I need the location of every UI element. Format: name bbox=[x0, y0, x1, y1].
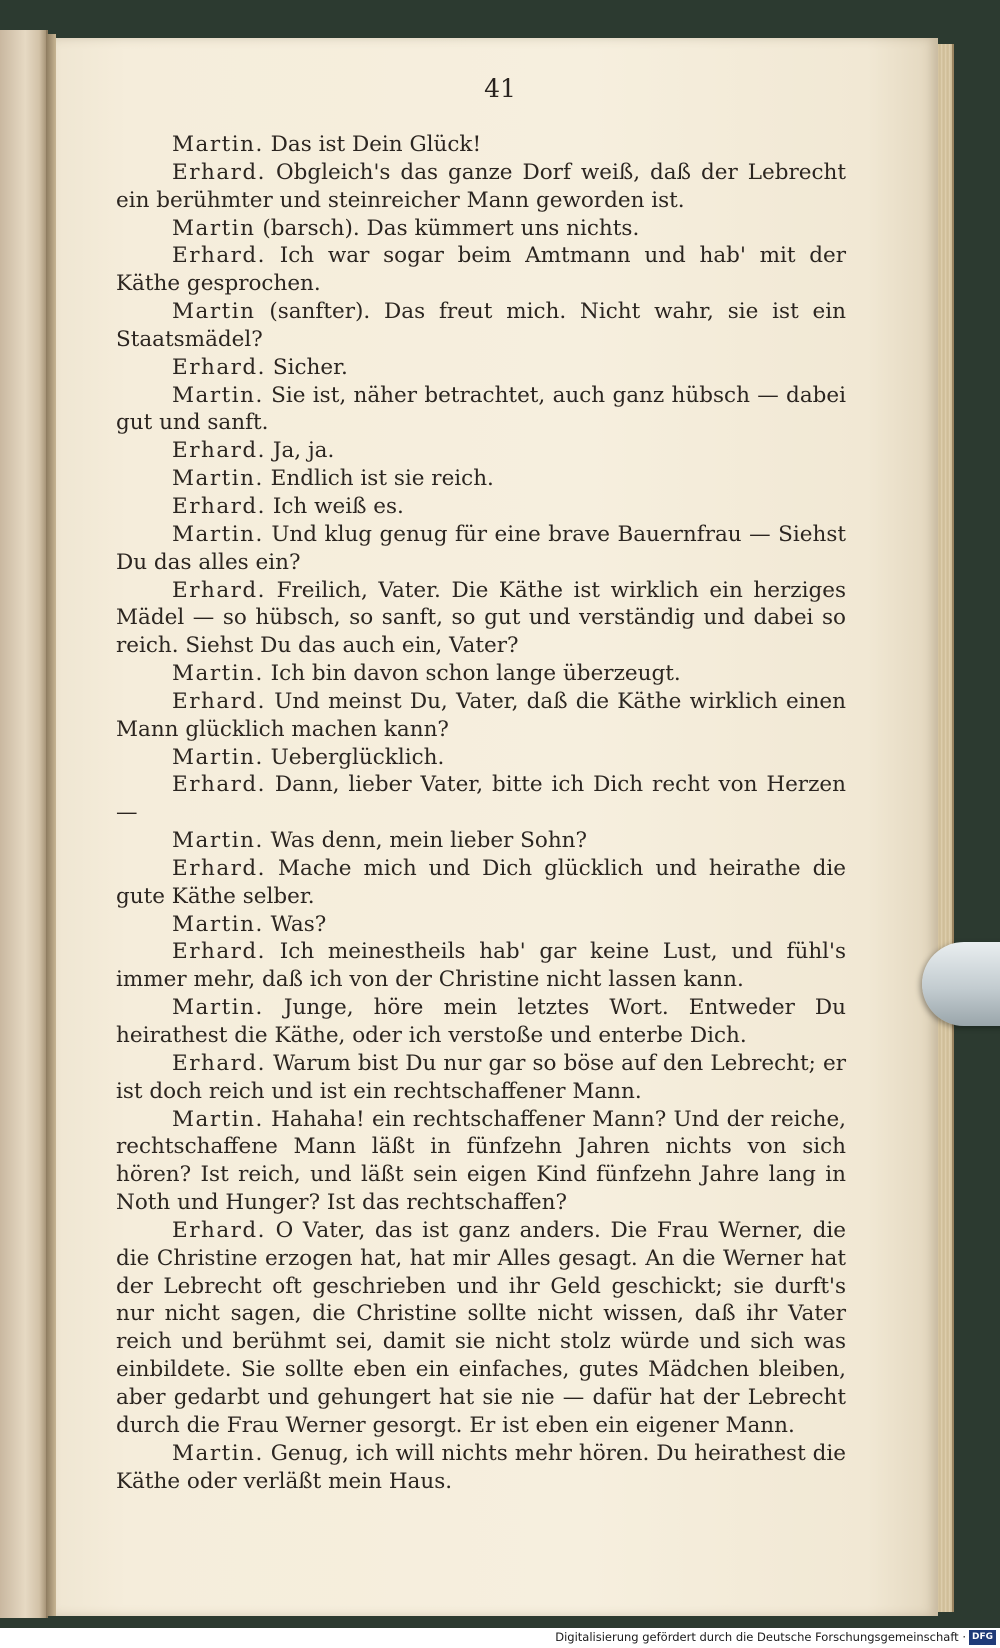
speaker-name: Erhard. bbox=[172, 1217, 267, 1243]
speaker-name: Martin. bbox=[172, 466, 264, 492]
speaker-name: Martin. bbox=[172, 382, 264, 408]
dialogue-line bbox=[116, 159, 846, 215]
dialogue-text: Dann, lieber Vater, bitte ich Dich recht von Herzen — bbox=[116, 772, 846, 826]
dialogue-line bbox=[116, 660, 846, 688]
speaker-name: Martin bbox=[172, 299, 256, 325]
left-page-edge bbox=[0, 30, 48, 1618]
speaker-name: Martin. bbox=[172, 911, 264, 937]
dialogue-line bbox=[116, 521, 846, 577]
dialogue-text: Ja, ja. bbox=[272, 438, 335, 464]
dialogue-line bbox=[116, 1106, 846, 1217]
dialogue-text: Ich meinestheils hab' gar keine Lust, und fühl's immer mehr, daß ich von der Christine nicht lassen kann. bbox=[116, 939, 846, 993]
dialogue-text: Ich weiß es. bbox=[272, 493, 404, 519]
page-text bbox=[116, 131, 846, 1495]
dialogue-line bbox=[116, 1050, 846, 1106]
dialogue-line bbox=[116, 771, 846, 827]
book-gutter bbox=[46, 34, 56, 1616]
dialogue-text: Endlich ist sie reich. bbox=[270, 466, 494, 492]
dialogue-line bbox=[116, 465, 846, 493]
page-number: 41 bbox=[484, 74, 516, 103]
dialogue-line bbox=[116, 382, 846, 438]
speaker-name: Erhard. bbox=[172, 1050, 267, 1076]
dialogue-line bbox=[116, 354, 846, 382]
dialogue-line bbox=[116, 1440, 846, 1496]
speaker-name: Erhard. bbox=[172, 493, 267, 519]
page-stack-edge bbox=[938, 44, 954, 1612]
speaker-name: Erhard. bbox=[172, 243, 267, 269]
dialogue-line bbox=[116, 994, 846, 1050]
speaker-name: Erhard. bbox=[172, 159, 267, 185]
speaker-name: Erhard. bbox=[172, 438, 267, 464]
footer-credit: Digitalisierung gefördert durch die Deutsche Forschungsgemeinschaft · bbox=[555, 1630, 966, 1644]
speaker-name: Martin. bbox=[172, 521, 264, 547]
dialogue-text: Das ist Dein Glück! bbox=[270, 132, 482, 157]
dialogue-line bbox=[116, 298, 846, 354]
speaker-name: Erhard. bbox=[172, 688, 267, 714]
speaker-name: Erhard. bbox=[172, 577, 267, 603]
dialogue-text: Ich bin davon schon lange überzeugt. bbox=[270, 661, 681, 687]
dialogue-text: Hahaha! ein rechtschaffener Mann? Und der reiche, rechtschaffene Mann läßt in fünfzehn Jahren nichts von sich hören? Ist reich, und läßt sein eigen Kind fünfzehn Jahre lang in Noth und Hunger? Ist das rechtschaffen? bbox=[116, 1106, 846, 1216]
dialogue-text: Was denn, mein lieber Sohn? bbox=[270, 828, 588, 854]
speaker-name: Erhard. bbox=[172, 855, 267, 881]
dialogue-line bbox=[116, 827, 846, 855]
dialogue-text: Ueberglücklich. bbox=[270, 744, 445, 770]
footer-bar bbox=[0, 1628, 1000, 1648]
dialogue-text: (barsch). Das kümmert uns nichts. bbox=[262, 215, 640, 241]
speaker-name: Martin. bbox=[172, 744, 264, 770]
speaker-name: Martin. bbox=[172, 132, 264, 157]
dialogue-line bbox=[116, 577, 846, 661]
dialogue-text: Sie ist, näher betrachtet, auch ganz hübsch — dabei gut und sanft. bbox=[116, 382, 846, 436]
dialogue-text: Warum bist Du nur gar so böse auf den Lebrecht; er ist doch reich und ist ein rechtschaffener Mann. bbox=[116, 1050, 846, 1104]
dialogue-text: Und klug genug für eine brave Bauernfrau — Siehst Du das alles ein? bbox=[116, 521, 846, 575]
speaker-name: Martin. bbox=[172, 995, 264, 1021]
dialogue-text: Obgleich's das ganze Dorf weiß, daß der Lebrecht ein berühmter und steinreicher Mann geworden ist. bbox=[116, 159, 846, 213]
page-clip-tab bbox=[922, 942, 1000, 1026]
speaker-name: Erhard. bbox=[172, 354, 267, 380]
dialogue-line bbox=[116, 242, 846, 298]
dialogue-text: O Vater, das ist ganz anders. Die Frau Werner, die die Christine erzogen hat, hat mir Alles gesagt. An die Werner hat der Lebrecht oft geschrieben und ihr Geld geschickt; sie durft's nur nicht sagen, die Christine sollte nicht wissen, daß ihr Vater reich und berühmt sei, damit sie nicht stolz würde und sich was einbildete. Sie sollte eben ein einfaches, gutes Mädchen bleiben, aber gedarbt und gehungert hat sie nie — dafür hat der Lebrecht durch die Frau Werner gesorgt. Er ist eben ein eigener Mann. bbox=[116, 1217, 846, 1438]
dialogue-text: Freilich, Vater. Die Käthe ist wirklich ein herziges Mädel — so hübsch, so sanft, so gut und verständig und dabei so reich. Siehst Du das auch ein, Vater? bbox=[116, 577, 846, 659]
speaker-name: Martin. bbox=[172, 1440, 264, 1466]
dialogue-text: Mache mich und Dich glücklich und heirathe die gute Käthe selber. bbox=[116, 855, 846, 909]
dialogue-line bbox=[116, 1217, 846, 1440]
speaker-name: Martin bbox=[172, 215, 256, 241]
speaker-name: Erhard. bbox=[172, 772, 267, 798]
speaker-name: Martin. bbox=[172, 661, 264, 687]
dialogue-text: Genug, ich will nichts mehr hören. Du heirathest die Käthe oder verläßt mein Haus. bbox=[116, 1440, 846, 1494]
dialogue-text: Und meinst Du, Vater, daß die Käthe wirklich einen Mann glücklich machen kann? bbox=[116, 688, 847, 742]
dialogue-text: Sicher. bbox=[272, 354, 348, 380]
dialogue-line bbox=[116, 215, 846, 243]
dialogue-line bbox=[116, 131, 846, 159]
speaker-name: Erhard. bbox=[172, 939, 267, 965]
speaker-name: Martin. bbox=[172, 1106, 264, 1132]
speaker-name: Martin. bbox=[172, 828, 264, 854]
dialogue-line bbox=[116, 493, 846, 521]
dialogue-line bbox=[116, 744, 846, 772]
dialogue-text: Was? bbox=[270, 911, 327, 937]
dialogue-text: Junge, höre mein letztes Wort. Entweder Du heirathest die Käthe, oder ich verstoße und enterbe Dich. bbox=[116, 995, 846, 1048]
dialogue-line bbox=[116, 437, 846, 465]
dialogue-text: Ich war sogar beim Amtmann und hab' mit der Käthe gesprochen. bbox=[116, 243, 846, 297]
dialogue-line bbox=[116, 688, 846, 744]
dfg-logo: DFG bbox=[969, 1630, 996, 1645]
dialogue-text: (sanfter). Das freut mich. Nicht wahr, sie ist ein Staatsmädel? bbox=[116, 299, 846, 352]
dialogue-line bbox=[116, 911, 846, 939]
dialogue-line bbox=[116, 938, 846, 994]
dialogue-line bbox=[116, 855, 846, 911]
